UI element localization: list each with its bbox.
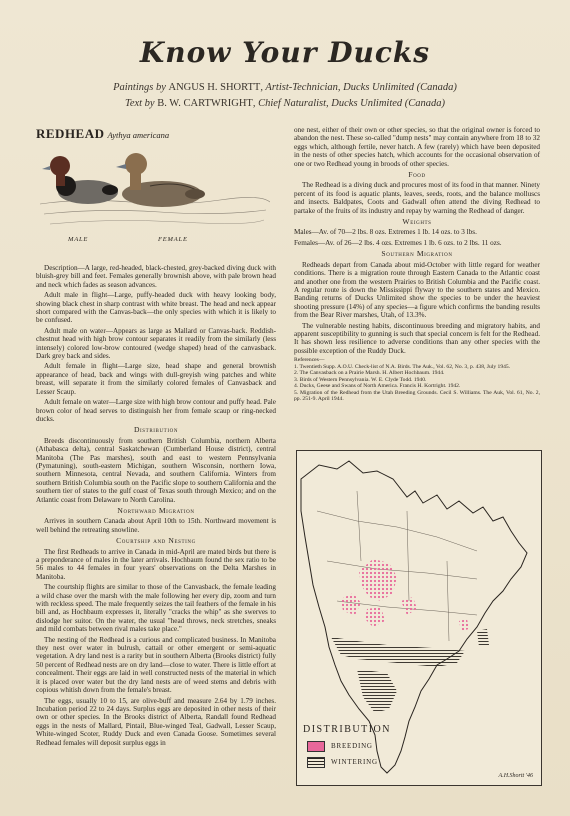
text-credit [0,98,570,109]
continued-paragraph: one nest, either of their own or other species, so that the original owner is forced to abandon the nest. These so-called "dump nests" may contain anywhere from 18 to 32 eggs which, although fertile, never hatch. A few (rarely) which have been deposited in the nests of other species hatch, which accounts for the occasional observation of one or two Redhead young in broods of other species. [294,126,540,168]
credit-prefix: Text by [124,98,158,109]
courtship-paragraph: The first Redheads to arrive in Canada in mid-April are mated birds but there is a preponderance of males in the later arrivals. Hochbaum found the sex ratio to be 56 males to 44 females in four years' observations on the Delta Marshes in Manitoba. [36,547,276,581]
painting-credit [0,82,570,93]
author-name: B. W. CARTWRIGHT [157,98,253,109]
male-water-paragraph: Adult male on water—Appears as large as Mallard or Canvas-back. Reddish-chestnut head with high brow contour separates it readily from the similarly (less intensely) colored low-brow contoured (wedge shaped) head of the canvasback. Dark grey back and sides. [36,326,276,361]
credit-prefix: Paintings by [113,82,169,93]
female-label: FEMALE [158,236,188,243]
legend-breeding-label: BREEDING [331,742,373,751]
reference-item: 5. Migration of the Redhead from the Utah Breeding Grounds. Cecil S. Williams. The Auk, Vol. 61, No. 2, pp. 251-9. April 1944. [294,389,540,403]
scientific-name: Aythya americana [107,130,170,140]
map-legend-title: DISTRIBUTION [303,724,391,735]
breeding-swatch [307,741,325,752]
wintering-swatch [307,757,325,768]
weights-males: Males—Av. of 70—2 lbs. 8 ozs. Extremes 1 lb. 14 ozs. to 3 lbs. [294,228,477,237]
northward-migration-heading: Northward Migration [117,505,195,515]
breeding-region [359,559,397,601]
wintering-region [357,669,397,713]
species-name: REDHEAD [36,126,105,141]
female-water-paragraph: Adult female on water—Large size with high brow contour and puffy head. Pale brown color of head serves to distinguish her from female scaup or ring-necked ducks. [36,398,276,423]
species-heading [36,126,169,142]
male-flight-paragraph: Adult male in flight—Large, puffy-headed duck with heavy looking body, showing black chest in sharp contrast with white breast. The head and neck appear short compared with the Canvas-back—the only species with which it is likely to be confused. [36,291,276,325]
weights-heading: Weights [402,217,432,227]
male-label: MALE [68,236,89,243]
reference-item: 4. Ducks, Geese and Swans of North America. Francis H. Kortright. 1942. [294,383,461,390]
page-title: Know Your Ducks [139,36,431,69]
distribution-map [296,450,542,786]
food-paragraph: The Redhead is a diving duck and procures most of its food in that manner. Ninety percent of its food is aquatic plants, leaves, seeds, roots, and the balance molluscs and insects. Baldpates, Coots and Gadwall often attend the diving Redhead to partake of the fruits of its industry and repay by warning the Redhead of danger. [294,181,540,215]
artist-name: ANGUS H. SHORTT [168,82,261,93]
redhead-duck-illustration [40,142,270,234]
breeding-region [365,607,385,627]
distribution-paragraph: Breeds discontinuously from southern British Columbia, northern Alberta (Athabasca delta), central Saskatchewan (Cumberland House district), central Manitoba (The Pas marshes), south and east to western Pennsylvania (Pymatuning), south-eastern Michigan, southern Wisconsin, northern Iowa, southern Minnesota, central Nevada, and southern California. Winters from southern British Columbia south on the Pacific slope to southern California and the southern tier of states to the gulf coast of Texas south through Mexico; and on the Atlantic coast from Delaware to North Carolina. [36,436,276,504]
courtship-paragraph: The courtship flights are similar to those of the Canvasback, the female leading a wild chase over the marsh with the male following her every dip, zoom and turn with reckless speed. The male frequently seizes the tail feathers of the female in his bill and, as Hochbaum expresses it, literally "cracks the whip" as she swerves to dislodge her suitor. On the water, the usual "head throws, neck stretches, sneaks and mild combats between rival males take place." [36,583,276,634]
breeding-region [341,593,361,615]
references [294,357,540,403]
distribution-heading: Distribution [133,425,179,435]
nesting-paragraph: The nesting of the Redhead is a curious and complicated business. In Manitoba they nest over water in bulrush, cattail or other emergent or semi-aquatic vegetation. A dry land nest is a rarity but in southern Alberta (Brooks district) fully 50 percent of Redhead nests are on dry land—close to water. There is little effort at concealment. Their eggs are laid in well constructed nests of the material in which it is placed over water but the dry land nests are of weed stems and debris with copious whitish down from the female's breast. [36,635,276,695]
credit-suffix: , Artist-Technician, Ducks Unlimited (Canada) [260,82,457,93]
eggs-paragraph: The eggs, usually 10 to 15, are olive-buff and measure 2.64 by 1.79 inches. Incubation period 22 to 24 days. Surplus eggs are deposited in other nests of their own or other species. In the Brooks district of Alberta, Randall found Redhead eggs in the nests of Mallard, Pintail, Blue-winged Teal, Gadwall, Lesser Scaup, White-winged Scoter, Ruddy Duck and even Canada Goose. Sometimes several Redhead females will deposit surplus eggs in [36,696,276,747]
southern-migration-paragraph: Redheads depart from Canada about mid-October with little regard for weather conditions. There is a migration route through Eastern Canada to the Atlantic coast and another one from the western Prairies to British Columbia and the Pacific coast. A regular route is down the Mississippi flyway to the southern states and Mexico. Banding returns of Ducks Unlimited show the species to be under the heaviest shooting pressure (14%) of any species—a figure which confirms the banding results from the Bear River marshes, Utah, of 13.3%. [294,260,540,320]
northward-migration-paragraph: Arrives in southern Canada about April 10th to 15th. Northward movement is well behind the retreating snowline. [36,517,276,534]
reference-item: 3. Birds of Western Pennsylvania. W. E. Clyde Todd. 1940. [294,376,427,383]
credit-suffix: , Chief Naturalist, Ducks Unlimited (Canada) [252,98,446,109]
reference-item: 2. The Canvasback on a Prairie Marsh. H. Albert Hochbaum. 1944. [294,370,445,377]
left-column [36,264,276,749]
right-column [294,126,540,403]
artist-signature: A.H.Shortt '46 [498,773,533,779]
breeding-region [401,597,417,615]
description-paragraph: Description—A large, red-headed, black-chested, grey-backed diving duck with bluish-grey bill and feet. Females generally brownish above, with pale brown head and neck which fades as season advances. [36,264,276,289]
references-title: References— [294,357,325,364]
legend-wintering-label: WINTERING [331,758,378,767]
southern-migration-paragraph: The vulnerable nesting habits, discontinuous breeding and migratory habits, and apparent susceptibility to gunning is such that special concern is felt for the Redhead. It has shown less resilience to adverse conditions than any other species with the possible exception of the Ruddy Duck. [294,321,540,355]
courtship-heading: Courtship and Nesting [116,536,196,546]
legend-breeding [307,741,487,753]
weights-females: Females—Av. of 26—2 lbs. 4 ozs. Extremes 1 lb. 6 ozs. to 2 lbs. 11 ozs. [294,238,502,247]
legend-wintering [307,757,487,769]
southern-migration-heading: Southern Migration [381,249,453,259]
wintering-region [477,629,489,647]
reference-item: 1. Twentieth Supp. A.O.U. Check-list of N.A. Birds. The Auk., Vol. 62, No. 3, p. 438, July 1945. [294,363,511,370]
wintering-region [331,637,465,667]
female-flight-paragraph: Adult female in flight—Large size, head shape and general brownish appearance of head, back and wings with dull-greyish wing patches and white breast, will separate it from the similarly colored females of Canvasback and Lesser Scaup. [36,362,276,396]
breeding-region [459,619,469,631]
food-heading: Food [408,170,426,180]
